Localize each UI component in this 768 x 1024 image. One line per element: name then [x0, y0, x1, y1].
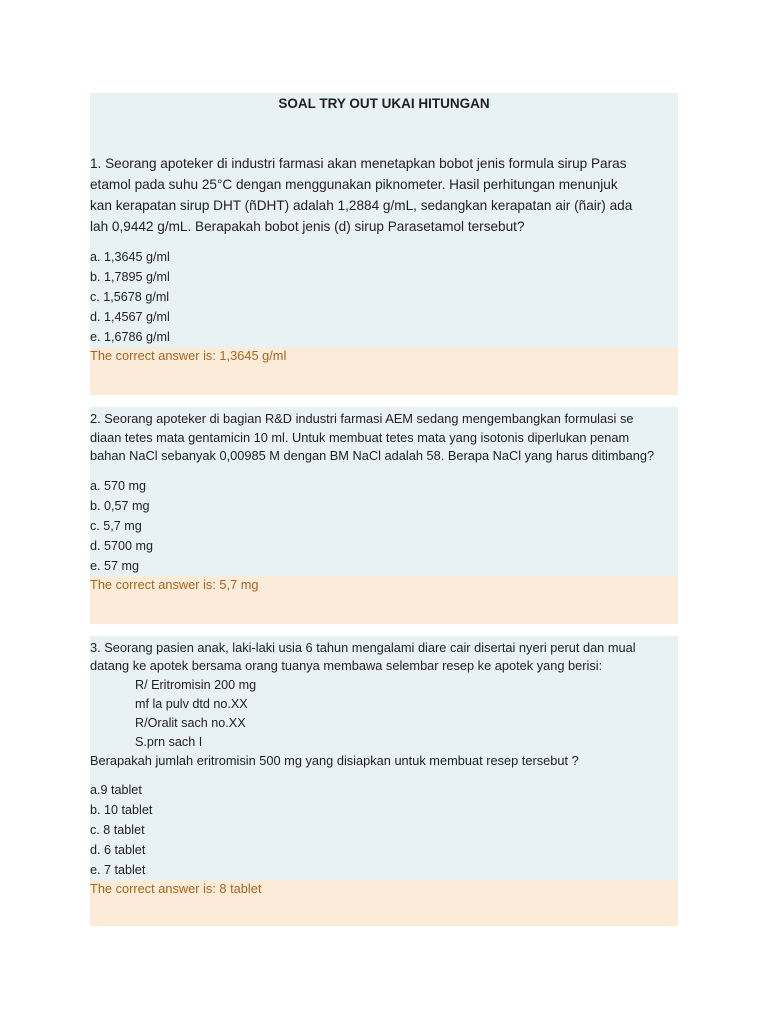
option-c: c. 5,7 mg [90, 518, 142, 533]
divider [90, 624, 678, 636]
question-3-options [90, 770, 678, 880]
option-d: d. 5700 mg [90, 538, 154, 553]
question-2-line: diaan tetes mata gentamicin 10 ml. Untuk membuat tetes mata yang isotonis diperlukan penam [90, 429, 630, 445]
question-3 [90, 636, 678, 881]
option-c: c. 8 tablet [90, 823, 145, 837]
question-1-line: kan kerapatan sirup DHT (ñDHT) adalah 1,2884 g/mL, sedangkan kerapatan air (ñair) ada [90, 198, 633, 213]
question-3-line: datang ke apotek bersama orang tuanya membawa selembar resep ke apotek yang berisi: [90, 658, 603, 673]
question-2 [90, 407, 678, 576]
option-b: b. 0,57 mg [90, 498, 150, 513]
divider [90, 395, 678, 407]
question-2-line: 2. Seorang apoteker di bagian R&D industri farmasi AEM sedang mengembangkan formulasi se [90, 411, 634, 426]
correct-answer-text: The correct answer is: 8 tablet [90, 881, 262, 896]
question-2-options [90, 466, 678, 576]
prescription-line: mf la pulv dtd no.XX [135, 696, 248, 711]
option-e: e. 57 mg [90, 558, 140, 573]
question-1-line: 1. Seorang apoteker di industri farmasi akan menetapkan bobot jenis formula sirup Paras [90, 156, 627, 171]
option-d: d. 6 tablet [90, 843, 146, 857]
prescription-line: S.prn sach I [135, 734, 203, 749]
question-1-options [90, 237, 678, 347]
question-2-line: bahan NaCl sebanyak 0,00985 M dengan BM NaCl adalah 58. Berapa NaCl yang harus ditimbang? [90, 448, 655, 463]
question-1 [90, 149, 678, 347]
correct-answer-2 [90, 576, 678, 624]
option-a: a. 1,3645 g/ml [90, 250, 170, 264]
page-title: SOAL TRY OUT UKAI HITUNGAN [90, 93, 678, 149]
option-a: a.9 tablet [90, 783, 142, 797]
option-a: a. 570 mg [90, 478, 147, 493]
document-page [90, 93, 678, 926]
question-3-line: 3. Seorang pasien anak, laki-laki usia 6 tahun mengalami diare cair disertai nyeri perut dan mual [90, 639, 636, 655]
correct-answer-text: The correct answer is: 5,7 mg [90, 576, 259, 592]
question-1-line: lah 0,9442 g/mL. Berapakah bobot jenis (d) sirup Parasetamol tersebut? [90, 219, 525, 234]
correct-answer-1 [90, 347, 678, 395]
option-e: e. 7 tablet [90, 863, 146, 877]
option-d: d. 1,4567 g/ml [90, 310, 170, 324]
correct-answer-3 [90, 880, 678, 926]
correct-answer-text: The correct answer is: 1,3645 g/ml [90, 348, 287, 363]
prescription-line: R/Oralit sach no.XX [135, 715, 246, 730]
option-b: b. 10 tablet [90, 803, 153, 817]
option-e: e. 1,6786 g/ml [90, 330, 170, 344]
option-b: b. 1,7895 g/ml [90, 270, 170, 284]
option-c: c. 1,5678 g/ml [90, 290, 170, 304]
question-1-line: etamol pada suhu 25°C dengan menggunakan piknometer. Hasil perhitungan menunjuk [90, 177, 618, 192]
question-3-prompt: Berapakah jumlah eritromisin 500 mg yang disiapkan untuk membuat resep tersebut ? [90, 752, 579, 768]
prescription-line: R/ Eritromisin 200 mg [135, 677, 257, 692]
